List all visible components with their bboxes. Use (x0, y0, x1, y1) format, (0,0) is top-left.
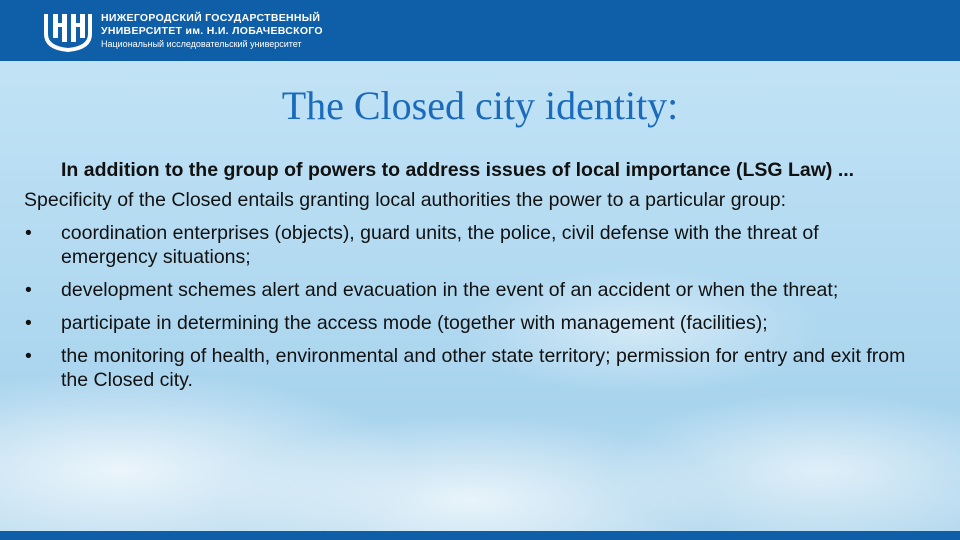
bullet-text: development schemes alert and evacuation in the event of an accident or when the threat; (61, 279, 839, 301)
university-name-line1: НИЖЕГОРОДСКИЙ ГОСУДАРСТВЕННЫЙ (101, 12, 321, 24)
bullet-icon: • (25, 279, 32, 301)
list-item (24, 278, 914, 302)
list-item (24, 344, 914, 392)
list-item (24, 221, 914, 269)
university-logo-icon (42, 10, 94, 52)
slide-title: The Closed city identity: (281, 83, 679, 128)
slide-body (24, 158, 914, 401)
university-subtitle: Национальный исследовательский университет (101, 39, 302, 49)
header-bar (0, 0, 960, 61)
university-name (101, 12, 323, 51)
bullet-text: coordination enterprises (objects), guard units, the police, civil defense with the threat of emergency situations; (61, 222, 819, 268)
bullet-text: participate in determining the access mode (together with management (facilities); (61, 312, 768, 334)
bullet-text: the monitoring of health, environmental and other state territory; permission for entry and exit from the Closed city. (61, 345, 906, 391)
footer-bar (0, 531, 960, 540)
bullet-icon: • (25, 312, 32, 334)
university-name-line2: УНИВЕРСИТЕТ им. Н.И. ЛОБАЧЕВСКОГО (101, 25, 323, 37)
bullet-icon: • (25, 345, 32, 367)
list-item (24, 311, 914, 335)
specificity-paragraph: Specificity of the Closed entails granting local authorities the power to a particular group: (24, 189, 787, 211)
bullet-list (24, 221, 914, 392)
intro-text: In addition to the group of powers to address issues of local importance (LSG Law) ... (61, 159, 855, 181)
bullet-icon: • (25, 222, 32, 244)
